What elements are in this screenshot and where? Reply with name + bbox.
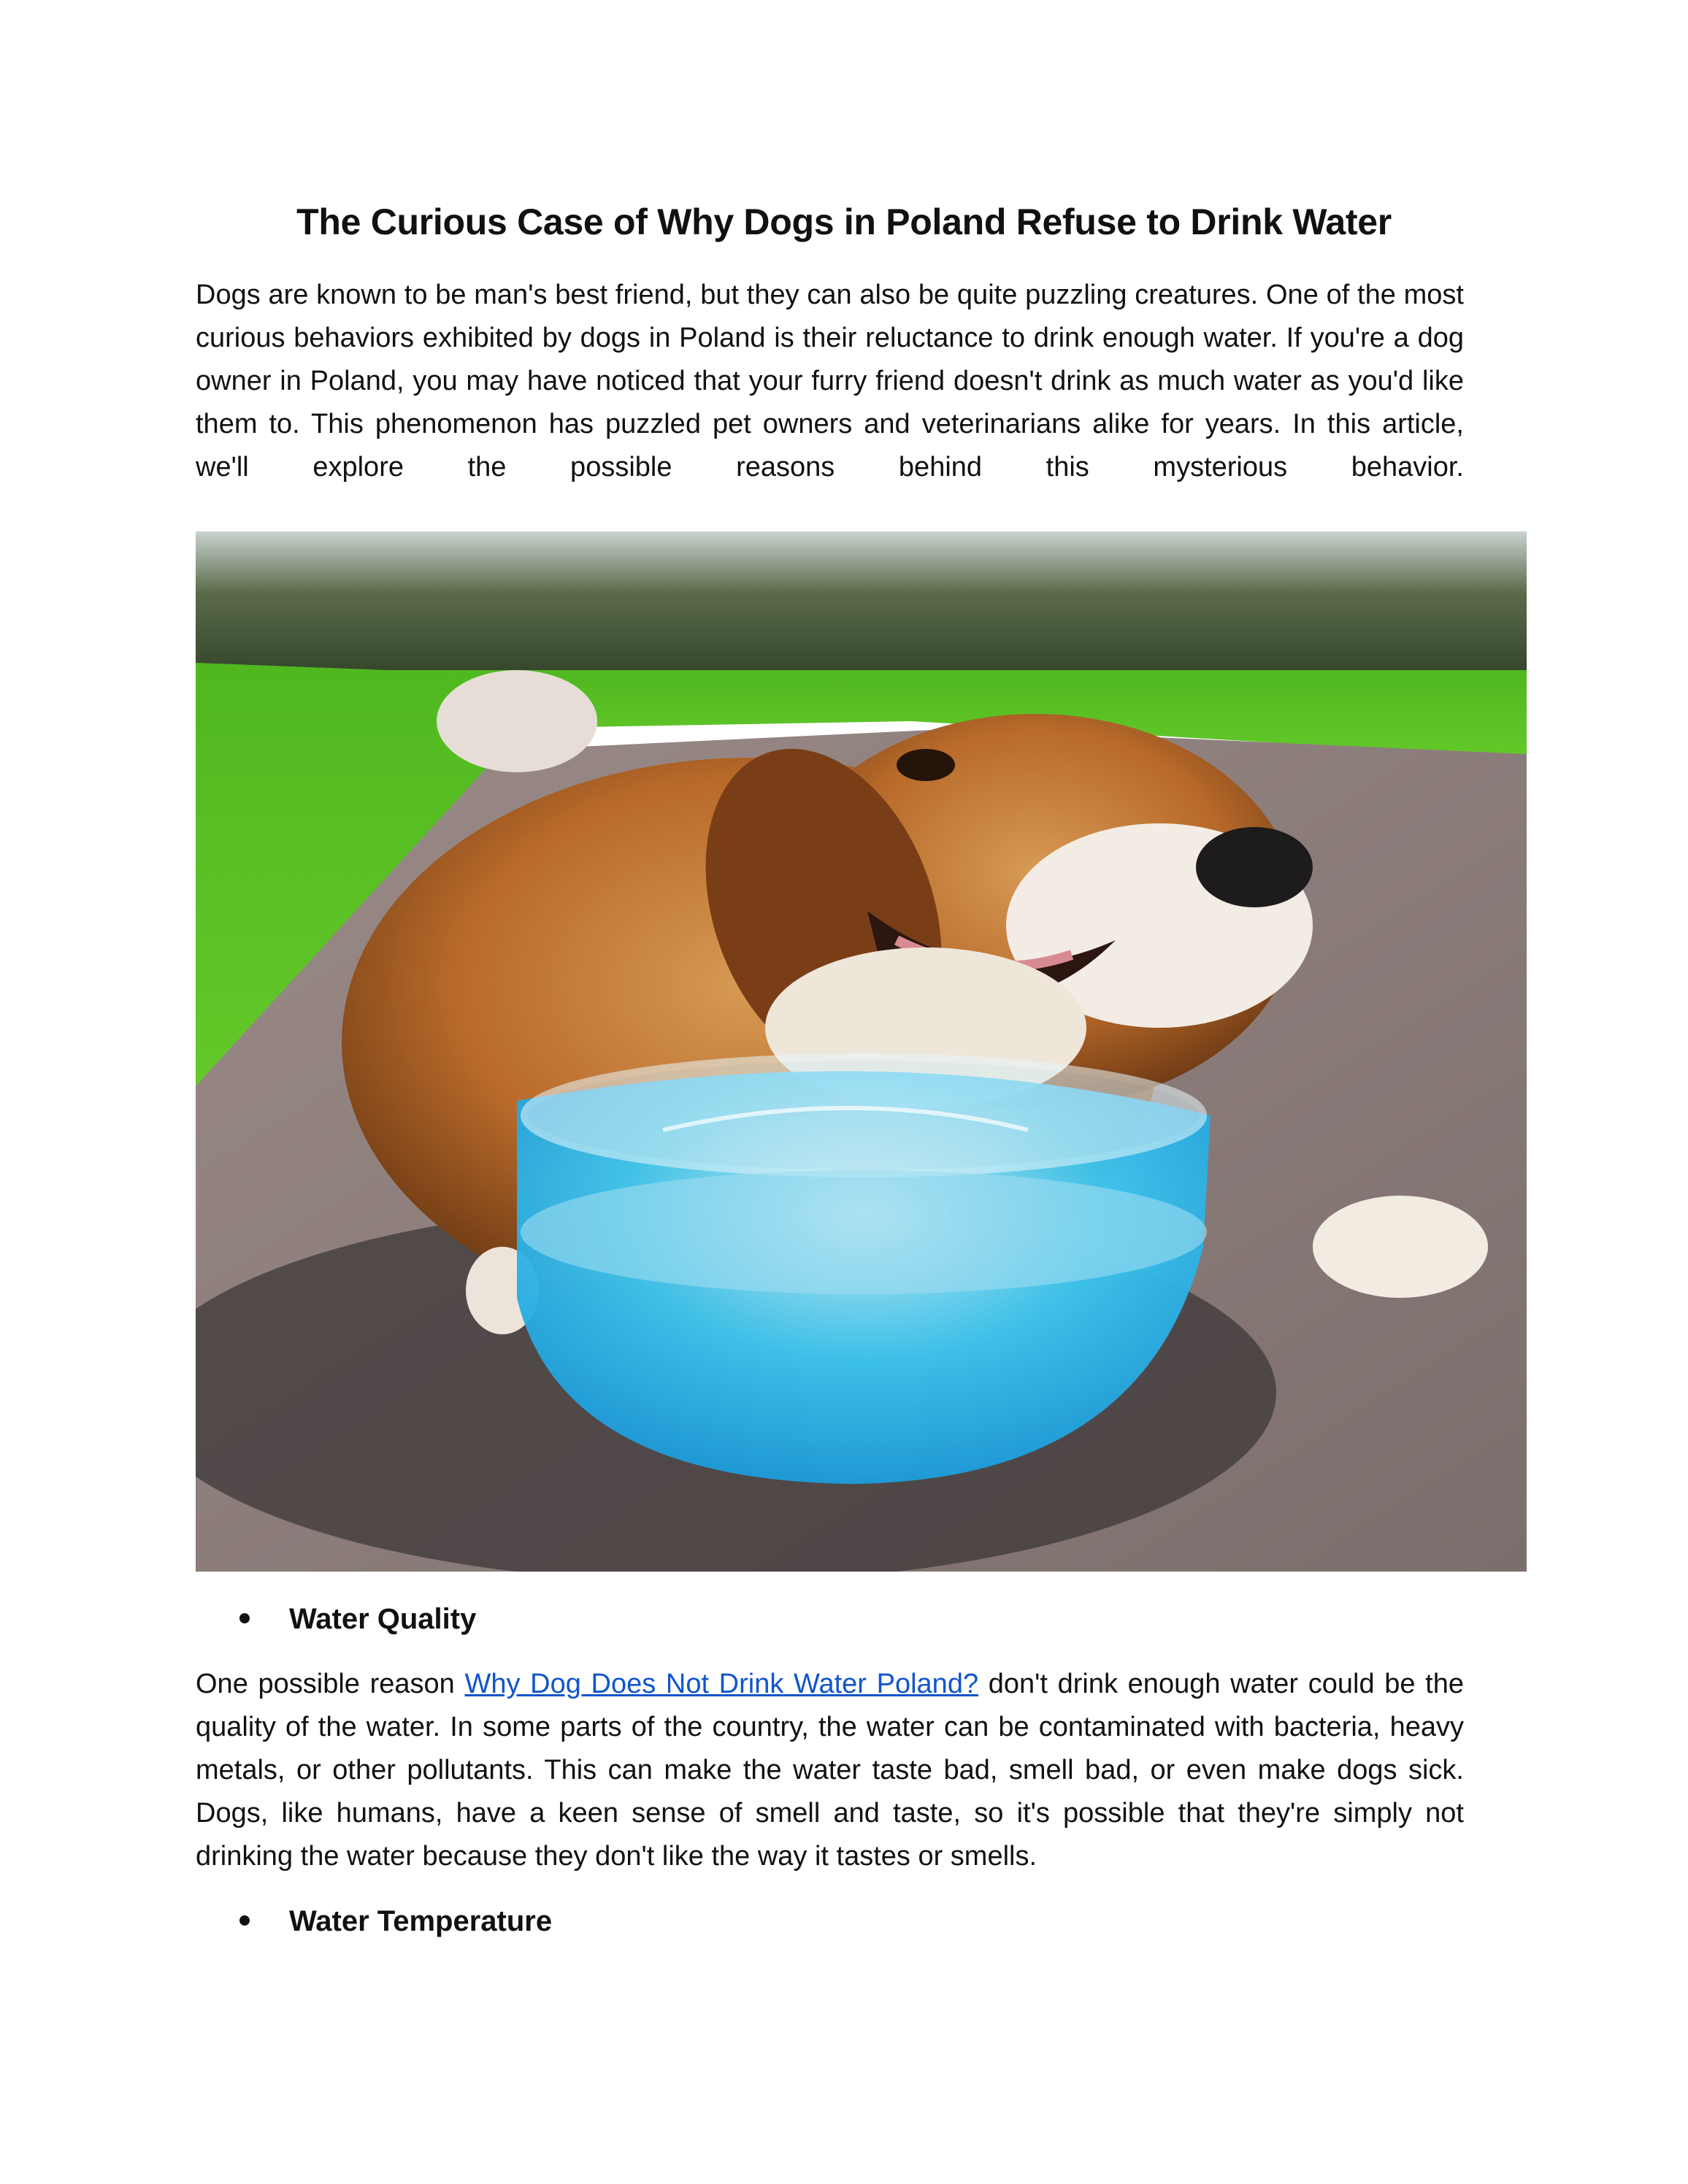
paragraph-text-after-link: don't drink enough water could be the quality of the water. In some parts of the country, the water can be contaminated with bacteria, heavy metals, or other pollutants. This can make the water taste bad, smell bad, or even make dogs sick. Dogs, like humans, have a keen sense of smell and taste, so it's possible that they're simply not drinking the water because they don't like the way it tastes or smells. (196, 1669, 1465, 1872)
page-title: The Curious Case of Why Dogs in Poland Refuse to Drink Water (296, 201, 1392, 242)
bullet-dot-icon (239, 1915, 250, 1926)
section-heading-water-temperature (239, 1901, 552, 1942)
section-heading-label: Water Quality (289, 1603, 477, 1635)
water-quality-paragraph (196, 1663, 1464, 1878)
paragraph-text-before-link: One possible reason (196, 1669, 465, 1699)
intro-paragraph: Dogs are known to be man's best friend, but they can also be quite puzzling creatures. One of the most curious behaviors exhibited by dogs in Poland is their reluctance to drink enough water. If you're a dog owner in Poland, you may have noticed that your furry friend doesn't drink as much water as you'd like them to. This phenomenon has puzzled pet owners and veterinarians alike for years. In this article, we'll explore the possible reasons behind this mysterious behavior. (196, 280, 1464, 482)
section-heading-water-quality (239, 1599, 476, 1639)
dog-photo-illustration (196, 531, 1527, 1572)
bullet-dot-icon (239, 1613, 250, 1623)
dog-drinking-photo (196, 531, 1527, 1572)
section-heading-label: Water Temperature (289, 1905, 553, 1937)
why-dog-not-drink-link[interactable]: Why Dog Does Not Drink Water Poland? (464, 1669, 979, 1699)
